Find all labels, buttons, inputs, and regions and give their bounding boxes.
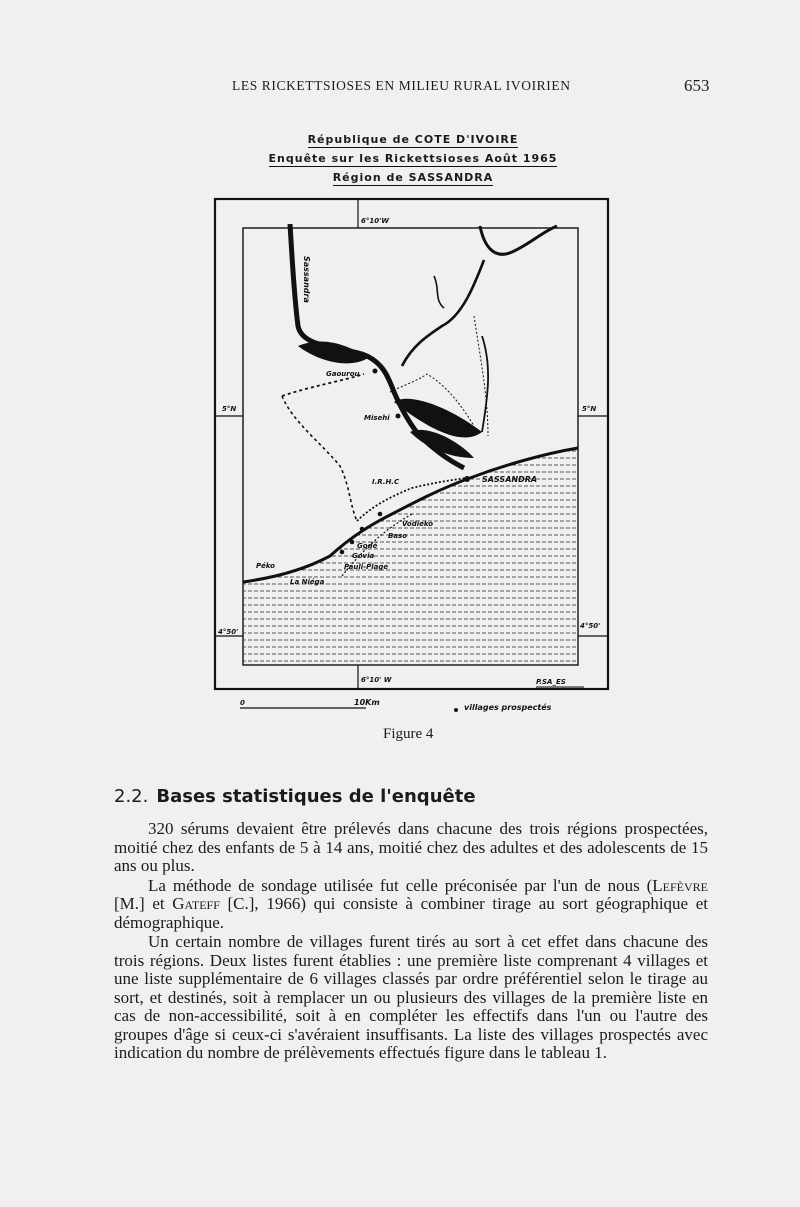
map-label-la-niega: La Niéga (290, 578, 325, 586)
map-label-peko: Péko (256, 562, 275, 570)
page-number: 653 (684, 76, 710, 95)
legend-villages-label: villages prospectés (464, 703, 552, 712)
legend-village-dot (454, 708, 458, 712)
map-label-gode: Godé (357, 542, 378, 550)
scale-start-label: 0 (240, 699, 245, 707)
paragraph-3: Un certain nombre de villages furent tirés au sort à cet effet dans chacune des trois régions. Deux listes furent établies : une première liste comprenant 4 villages et une liste supplémentaire de 6 villages classés par ordre préférentiel selon le tirage au sort, et destinés, soit à remplacer un ou plusieurs des villages de la première liste en cas de non-accessibilité, soit à en compléter les effectifs dans l'un ou l'autre des groupes d'âge si ceux-ci s'avéraient insuffisants. La liste des villages prospectés avec indication du nombre de prélèvements effectués figure dans le tableau 1. (114, 932, 708, 1062)
map-title-line-3: Région de SASSANDRA (332, 171, 494, 184)
map-label-river: Sassandra (302, 256, 311, 303)
map-label-govia: Govia (352, 552, 375, 560)
section-number: 2.2. (114, 786, 149, 807)
map-label-gaourou: Gaourou (326, 370, 360, 378)
map-label-irhc: I.R.H.C (372, 478, 400, 486)
map-label-lat450-right: 4°50' (580, 622, 601, 630)
map-label-vodieko: Vodieko (402, 520, 434, 528)
scale-end-label: 10Km (354, 698, 380, 707)
map-title-block (258, 130, 568, 187)
map-label-lat5-right: 5°N (582, 405, 597, 413)
map-label-misehi: Misehi (364, 414, 390, 422)
figure-caption: Figure 4 (383, 726, 434, 742)
map-label-signature: P.SA_ES (536, 678, 566, 686)
map-label-pauli-plage: Pauli-Plage (344, 563, 389, 571)
body-text (114, 820, 708, 1064)
map-label-long-top: 6°10'W (361, 217, 389, 225)
paragraph-1: 320 sérums devaient être prélevés dans chacune des trois régions prospectées, moitié chez des enfants de 5 à 14 ans, moitié chez des adultes et des adolescents de 15 ans ou plus. (114, 819, 708, 875)
map-title-line-1: République de COTE D'IVOIRE (307, 133, 519, 146)
map-label-baso: Baso (388, 532, 408, 540)
map-label-long-bottom: 6°10' W (361, 676, 392, 684)
author-name-gateff: Gateff (172, 894, 220, 913)
sassandra-map (212, 196, 622, 726)
section-heading (114, 786, 476, 807)
running-title: LES RICKETTSIOSES EN MILIEU RURAL IVOIRIEN (232, 78, 571, 93)
section-title: Bases statistiques de l'enquête (156, 786, 476, 807)
map-label-sassandra: SASSANDRA (482, 475, 538, 484)
map-label-lat450-left: 4°50' (218, 628, 239, 636)
paragraph-2: La méthode de sondage utilisée fut celle préconisée par l'un de nous (Lefèvre [M.] et Gateff [C.], 1966) qui consiste à combiner tirage au sort géographique et démographique. (114, 875, 708, 932)
map-title-line-2: Enquête sur les Rickettsioses Août 1965 (268, 152, 558, 165)
map-label-lat5-left: 5°N (222, 405, 237, 413)
author-name-lefevre: Lefèvre (652, 875, 708, 895)
